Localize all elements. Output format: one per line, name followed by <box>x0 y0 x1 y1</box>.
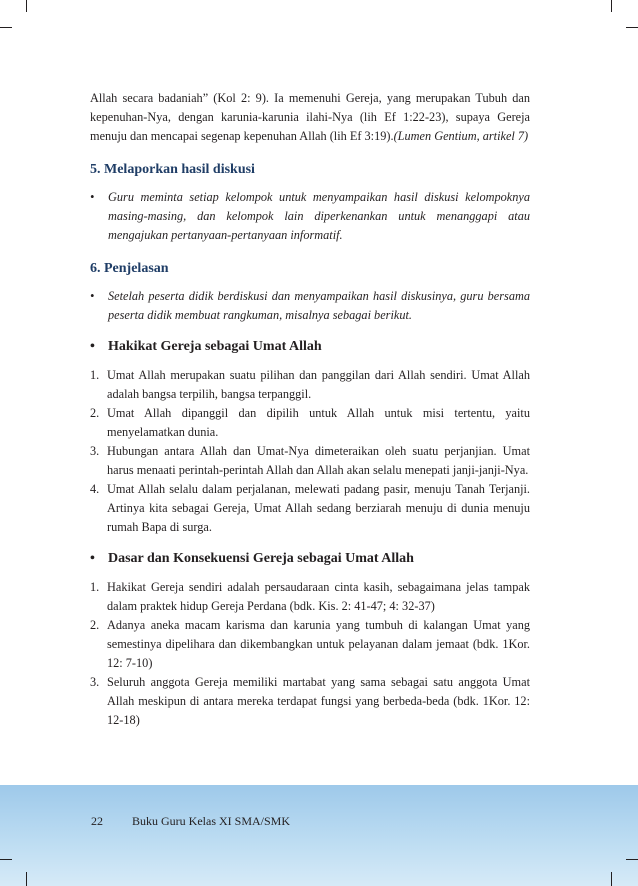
hakikat-list <box>90 366 530 537</box>
list-text: Umat Allah merupakan suatu pilihan dan panggilan dari Allah sendiri. Umat Allah adalah bangsa terpilih, bangsa terpanggil. <box>107 368 530 401</box>
list-text: Umat Allah dipanggil dan dipilih untuk Allah untuk misi tertentu, yaitu menyelamatkan dunia. <box>107 406 530 439</box>
bullet-item: • Setelah peserta didik berdiskusi dan menyampaikan hasil diskusinya, guru bersama peserta didik membuat rangkuman, misalnya sebagai berikut. <box>90 287 530 325</box>
continuation-text: Allah secara badaniah” (Kol 2: 9). Ia memenuhi Gereja, yang merupakan Tubuh dan kepenuhan-Nya, dengan karunia-karunia ilahi-Nya (lih Ef 1:22-23), supaya Gereja menuju dan mencapai segenap kepenuhan Allah (lih Ef 3:19). <box>90 91 530 143</box>
list-number: 2. <box>90 406 100 420</box>
dasar-list <box>90 578 530 730</box>
crop-mark-top-right-horizontal <box>626 27 638 28</box>
page-footer <box>0 785 638 886</box>
citation-text: (Lumen Gentium, artikel 7) <box>393 129 529 143</box>
list-item <box>90 404 530 442</box>
crop-mark-top-left-vertical <box>26 0 27 12</box>
book-title: Buku Guru Kelas XI SMA/SMK <box>132 814 291 828</box>
page-number: 22 <box>91 814 103 828</box>
section-5-heading: 5. Melaporkan hasil diskusi <box>90 162 255 177</box>
section-6-bullets <box>90 287 530 325</box>
list-number: 3. <box>90 444 100 458</box>
crop-mark-top-left-horizontal <box>0 27 12 28</box>
list-item <box>90 442 530 480</box>
list-item <box>90 673 530 730</box>
list-number: 1. <box>90 580 100 594</box>
list-text: Umat Allah selalu dalam perjalanan, melewati padang pasir, menuju Tanah Terjanji. Artinya kita sebagai Gereja, Umat Allah sedang berziarah menuju di dunia menuju rumah Bapa di surga. <box>107 482 530 534</box>
list-item <box>90 578 530 616</box>
dasar-heading: • Dasar dan Konsekuensi Gereja sebagai Umat Allah <box>90 549 530 568</box>
list-number: 2. <box>90 618 100 632</box>
list-text: Hakikat Gereja sendiri adalah persaudaraan cinta kasih, sebagaimana jelas tampak dalam praktek hidup Gereja Perdana (bdk. Kis. 2: 41-47; 4: 32-37) <box>107 580 530 613</box>
hakikat-heading: • Hakikat Gereja sebagai Umat Allah <box>90 337 530 356</box>
section-6-heading: 6. Penjelasan <box>90 261 169 276</box>
crop-mark-bottom-right-horizontal <box>626 859 638 860</box>
section-5-bullets <box>90 188 530 245</box>
list-number: 1. <box>90 368 100 382</box>
crop-mark-bottom-right-vertical <box>611 872 612 886</box>
bullet-item: • Guru meminta setiap kelompok untuk menyampaikan hasil diskusi kelompoknya masing-masing, dan kelompok lain diperkenankan untuk menanggapi atau mengajukan pertanyaan-pertanyaan informatif. <box>90 188 530 245</box>
list-item <box>90 616 530 673</box>
crop-mark-top-right-vertical <box>611 0 612 12</box>
list-item <box>90 366 530 404</box>
list-item <box>90 480 530 537</box>
list-text: Adanya aneka macam karisma dan karunia yang tumbuh di kalangan Umat yang semestinya dipelihara dan dikembangkan untuk pelayanan dalam jemaat (bdk. 1Kor. 12: 7-10) <box>107 618 530 670</box>
crop-mark-bottom-left-vertical <box>26 872 27 886</box>
page-content <box>90 89 530 730</box>
list-text: Seluruh anggota Gereja memiliki martabat yang sama sebagai satu anggota Umat Allah meskipun di antara mereka terdapat fungsi yang berbeda-beda (bdk. 1Kor. 12: 12-18) <box>107 675 530 727</box>
list-text: Hubungan antara Allah dan Umat-Nya dimeteraikan oleh suatu perjanjian. Umat harus menaati perintah-perintah Allah dan Allah akan selalu menepati janji-janji-Nya. <box>107 444 530 477</box>
crop-mark-bottom-left-horizontal <box>0 859 12 860</box>
list-number: 4. <box>90 482 100 496</box>
continuation-paragraph <box>90 89 530 146</box>
list-number: 3. <box>90 675 100 689</box>
